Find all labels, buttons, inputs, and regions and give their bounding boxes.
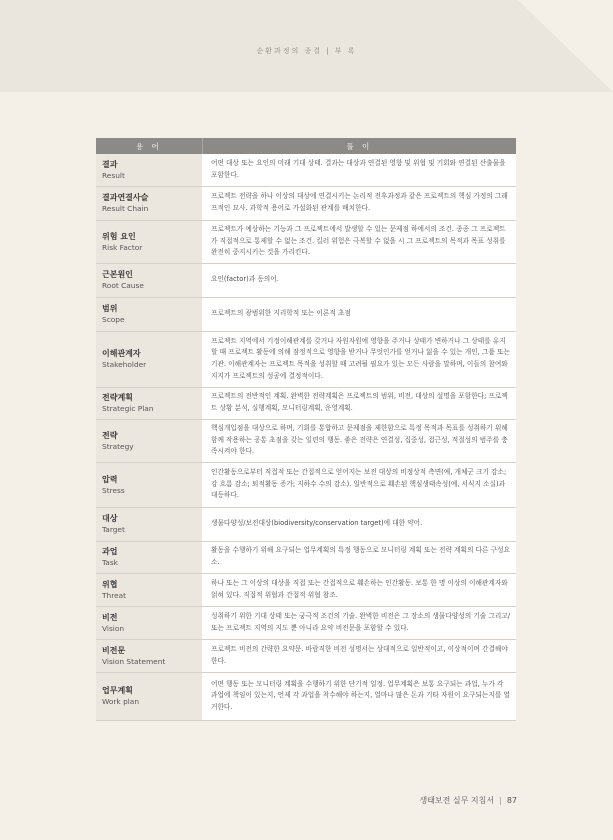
table-row	[96, 263, 516, 297]
table-row	[96, 541, 516, 573]
page-number: 87	[506, 796, 517, 805]
term-cell	[96, 419, 202, 462]
term-english: Vision	[102, 623, 125, 633]
term-english: Target	[102, 525, 125, 534]
description-cell: 프로젝트가 예상하는 기능과 그 프로젝트에서 발생할 수 있는 문제점 하에서의 조건. 종종 그 프로젝트가 직접적으로 통제할 수 없는 조건. 킬러 위험은 극복할 수 없을 시 그 프로젝트의 목적과 목표 성취를 완전히 중지시키는 것을 가리킨다.	[202, 220, 516, 263]
glossary-table	[96, 138, 516, 721]
term-korean: 업무계획	[102, 686, 133, 695]
description-cell: 프로젝트 지역에서 기정이해관계를 갖거나 자원자원에 영향을 주거나 상태가 변하거나 그 상태를 유지할 때 프로젝트 활동에 의해 잠정적으로 영향을 받거나 무엇인가를 얻거나 잃을 수 있는 개인, 그룹 또는 기관. 이해관계자는 프로젝트 목적을 성취할 때 고려될 필요가 있는 모든 사람을 말하며, 이들의 참여와 지지가 프로젝트의 성공에 결정적이다.	[202, 331, 516, 387]
table-row	[96, 507, 516, 541]
description-cell: 프로젝트 전략을 하나 이상의 대상에 연결시키는 논리적 전후과정과 같은 프로젝트의 핵심 가정의 그래프적인 묘사. 과학적 용어로 가설화된 관계를 배치한다.	[202, 186, 516, 220]
description-cell: 생물다양성/보전대상(biodiversity/conservation target)에 대한 약어.	[202, 507, 516, 541]
term-korean: 위협	[102, 579, 118, 589]
term-korean: 과업	[102, 547, 118, 556]
term-cell	[96, 573, 202, 606]
table-row	[96, 606, 516, 639]
term-cell	[96, 672, 202, 720]
table-row	[96, 639, 516, 672]
term-korean: 전략	[102, 430, 118, 440]
term-cell	[96, 606, 202, 639]
description-cell: 요인(factor)과 동의어.	[202, 263, 516, 297]
term-korean: 근본원인	[102, 270, 133, 279]
term-korean: 이해관계자	[102, 349, 141, 358]
term-cell	[96, 263, 202, 297]
term-cell	[96, 154, 202, 186]
table-row	[96, 220, 516, 263]
description-cell: 하나 또는 그 이상의 대상을 직접 또는 간접적으로 훼손하는 인간활동. 보통 한 명 이상의 이해관계자와 얽혀 있다. 직접적 위협과 간접적 위협 참조.	[202, 573, 516, 606]
term-cell	[96, 186, 202, 220]
term-english: Root Cause	[102, 281, 144, 290]
term-cell	[96, 331, 202, 387]
term-cell	[96, 639, 202, 672]
term-korean: 비전	[102, 612, 118, 622]
term-english: Task	[102, 558, 118, 567]
page-footer	[419, 795, 517, 806]
description-cell: 인간활동으로부터 직접적 또는 간접적으로 얻어지는 보전 대상의 비정상적 측면(예, 개체군 크기 감소; 강 흐름 감소; 퇴적활동 증가; 지하수 수의 감소). 일반적으로 훼손된 핵심생태속성(예, 서식지 소실)과 대등하다.	[202, 462, 516, 507]
term-korean: 결과연결사슬	[102, 193, 149, 202]
term-korean: 결과	[102, 159, 118, 169]
description-cell: 성취하기 위한 기대 상태 또는 궁극적 조건의 기술. 완벽한 비전은 그 장소의 생물다양성의 기술 그리고/또는 프로젝트 지역의 지도 뿐 아니라 요약 비전문을 포함할 수 있다.	[202, 606, 516, 639]
table-row	[96, 419, 516, 462]
term-korean: 전략계획	[102, 393, 133, 402]
term-english: Stress	[102, 485, 125, 495]
term-korean: 범위	[102, 304, 118, 313]
term-korean: 위험 요인	[102, 231, 136, 241]
description-cell: 프로젝트의 광범위한 지리학적 또는 이론적 초점	[202, 297, 516, 331]
term-cell	[96, 220, 202, 263]
term-korean: 압력	[102, 474, 118, 484]
term-cell	[96, 297, 202, 331]
term-english: Work plan	[102, 697, 140, 706]
term-english: Strategy	[102, 441, 134, 451]
term-cell	[96, 507, 202, 541]
term-english: Result Chain	[102, 204, 149, 213]
table-row	[96, 331, 516, 387]
column-header-term: 용 어	[96, 138, 202, 154]
table-row	[96, 462, 516, 507]
term-cell	[96, 462, 202, 507]
description-cell: 프로젝트의 전반적인 계획. 완벽한 전략계획은 프로젝트의 범위, 비전, 대상의 설명을 포함한다; 프로젝트 상황 분석, 실행계획, 모니터링계획, 운영계획.	[202, 387, 516, 419]
table-row	[96, 154, 516, 186]
description-cell: 프로젝트 비전의 간략한 요약문. 바람직한 비전 성명서는 상대적으로 일반적이고, 이상적이며 간결해야 한다.	[202, 639, 516, 672]
column-header-description: 풀 이	[202, 138, 516, 154]
term-cell	[96, 387, 202, 419]
table-row	[96, 672, 516, 720]
table-row	[96, 573, 516, 606]
term-english: Vision Statement	[102, 656, 166, 666]
footer-book-title: 생태보전 실무 지침서	[419, 796, 495, 805]
table-row	[96, 186, 516, 220]
running-header: 순환과정의 종결 | 부 록	[256, 47, 357, 55]
term-english: Strategic Plan	[102, 404, 154, 413]
term-cell	[96, 541, 202, 573]
term-english: Risk Factor	[102, 242, 143, 252]
term-english: Threat	[102, 590, 127, 600]
term-english: Result	[102, 170, 125, 180]
term-korean: 비전문	[102, 645, 126, 655]
description-cell: 어떤 행동 또는 모니터링 계획을 수행하기 위한 단기적 일정. 업무계획은 보통 요구되는 과업, 누가 각 과업에 책임이 있는지, 언제 각 과업을 착수해야 하는지, 얼마나 많은 돈과 기타 자원이 요구되는지를 열거한다.	[202, 672, 516, 720]
term-korean: 대상	[102, 514, 118, 523]
description-cell: 활동을 수행하기 위해 요구되는 업무계획의 특정 행동으로 모니터링 계획 또는 전략 계획의 다른 구성요소.	[202, 541, 516, 573]
description-cell: 어떤 대상 또는 요인의 미래 기대 상태. 결과는 대상과 연결된 영향 및 위협 및 기회와 연결된 산출물을 포함한다.	[202, 154, 516, 186]
term-english: Stakeholder	[102, 360, 147, 369]
description-cell: 핵심개입점을 대상으로 하며, 기회를 통합하고 문제점을 제한함으로 특정 목적과 목표를 성취하기 위해 함께 작용하는 공통 초점을 갖는 일련의 행동. 좋은 전략은 연결성, 집중성, 접근성, 적절성의 범주를 충족시켜야 한다.	[202, 419, 516, 462]
glossary-sheet	[96, 138, 516, 721]
table-header-row	[96, 138, 516, 154]
table-row	[96, 297, 516, 331]
footer-divider: |	[499, 796, 502, 805]
table-row	[96, 387, 516, 419]
term-english: Scope	[102, 315, 125, 324]
